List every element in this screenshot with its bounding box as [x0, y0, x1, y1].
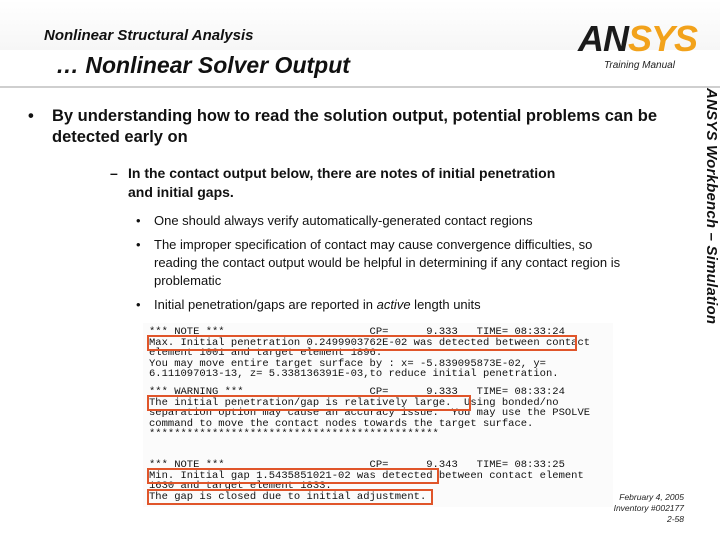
slide-content: [28, 106, 668, 320]
console-line: 1630 and target element 1833.: [149, 480, 332, 492]
footer-inventory: Inventory #002177: [613, 503, 684, 513]
console-line: separation option may cause an accuracy issue. You may use the PSOLVE: [149, 407, 591, 419]
console-line: *** NOTE *** CP= 9.343 TIME= 08:33:25: [149, 459, 565, 471]
side-title: ANSYS Workbench – Simulation: [703, 88, 720, 325]
console-line: element 1001 and target element 1896.: [149, 347, 383, 359]
detail-bullet: [136, 236, 636, 290]
console-line: Min. Initial gap 1.5435851021-02 was detected between contact element: [149, 469, 584, 482]
sub-bullet-text: In the contact output below, there are notes of initial penetration and initial gaps.: [128, 165, 556, 200]
logo-text-an: AN: [578, 18, 628, 59]
detail-bullet: [136, 212, 636, 230]
slide-header: [0, 0, 720, 88]
main-bullet-text: By understanding how to read the solution output, potential problems can be detected early on: [52, 107, 658, 146]
main-bullet: [28, 106, 668, 148]
console-line: Max. Initial penetration 0.2499903762E-02 was detected between contact: [149, 336, 591, 349]
detail-bullet-text: The improper specification of contact may cause convergence difficulties, so reading the contact output would be helpful in determining if any contact region is problematic: [154, 237, 621, 288]
console-line: *** WARNING *** CP= 9.333 TIME= 08:33:24: [149, 386, 565, 398]
course-title: Nonlinear Structural Analysis: [44, 27, 254, 44]
console-line: 6.111097013-13, z= 5.338136391E-03,to reduce initial penetration.: [149, 368, 559, 380]
detail-bullet-text: One should always verify automatically-generated contact regions: [154, 213, 533, 228]
bullet-icon: •: [136, 297, 141, 312]
penetration-highlight: [147, 335, 577, 351]
console-line: **********************************************: [149, 428, 439, 440]
footer-page-number: 2-58: [666, 514, 684, 524]
console-line: You may move entire target surface by : x= -5.839095873E-02, y=: [149, 357, 546, 370]
bullet-icon: •: [136, 237, 141, 252]
training-manual-label: Training Manual: [604, 60, 675, 71]
bullet-icon: •: [28, 107, 34, 125]
logo-text-sys: SYS: [628, 18, 698, 59]
slide-title: … Nonlinear Solver Output: [56, 52, 350, 78]
detail-bullet: [136, 296, 636, 314]
slide-footer: [614, 492, 684, 525]
header-divider: [0, 86, 720, 88]
detail-bullet-text-suffix: length units: [410, 297, 481, 312]
gap-highlight: [147, 468, 439, 484]
console-line: The gap is closed due to initial adjustment.: [149, 490, 427, 503]
detail-bullet-text-italic: active: [376, 297, 411, 312]
footer-date: February 4, 2005: [619, 492, 684, 502]
detail-bullet-text-prefix: Initial penetration/gaps are reported in: [154, 297, 377, 312]
console-line: The initial penetration/gap is relatively large. Using bonded/no: [149, 396, 559, 409]
ansys-logo: [572, 18, 710, 62]
bullet-icon: •: [136, 213, 141, 228]
sub-bullet: [110, 164, 558, 202]
dash-icon: –: [110, 165, 118, 181]
warning-highlight: [147, 395, 471, 411]
solver-output-console: [143, 323, 613, 507]
console-line: command to move the contact nodes towards the target surface.: [149, 417, 534, 430]
console-line: *** NOTE *** CP= 9.333 TIME= 08:33:24: [149, 326, 565, 338]
detail-bullet-list: [136, 212, 636, 314]
gap-closed-highlight: [147, 489, 433, 505]
